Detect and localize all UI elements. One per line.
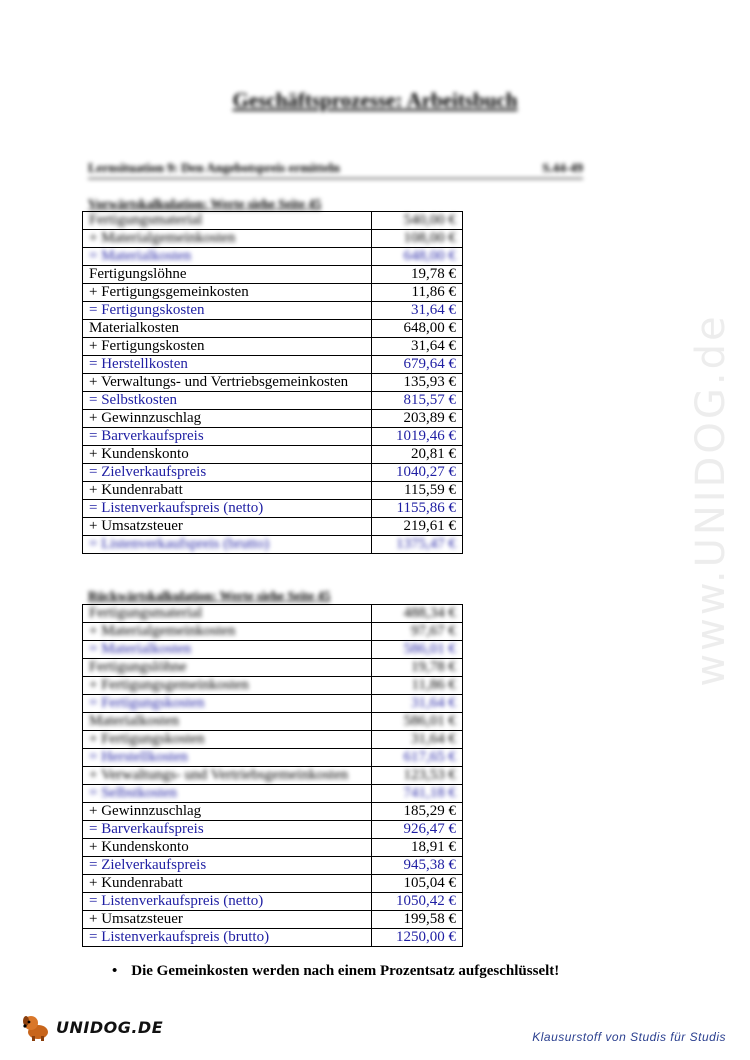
backward-row [83, 875, 463, 893]
backward-row-label: = Selbstkosten [83, 785, 372, 803]
forward-row [83, 266, 463, 284]
dog-icon [22, 1012, 52, 1042]
forward-row-value: 1375,47 € [372, 536, 463, 554]
forward-row-label: + Kundenrabatt [83, 482, 372, 500]
backward-row [83, 821, 463, 839]
backward-row-value: 926,47 € [372, 821, 463, 839]
forward-row-label: + Verwaltungs- und Vertriebsgemeinkosten [83, 374, 372, 392]
backward-row [83, 731, 463, 749]
forward-row [83, 428, 463, 446]
backward-row-value: 31,64 € [372, 695, 463, 713]
forward-row-value: 31,64 € [372, 302, 463, 320]
note-bullet [112, 963, 559, 980]
backward-row [83, 911, 463, 929]
backward-row-value: 586,01 € [372, 713, 463, 731]
forward-row-label: = Listenverkaufspreis (brutto) [83, 536, 372, 554]
forward-row-label: + Fertigungsgemeinkosten [83, 284, 372, 302]
backward-row-label: = Barverkaufspreis [83, 821, 372, 839]
forward-row-label: + Umsatzsteuer [83, 518, 372, 536]
forward-row-label: Materialkosten [83, 320, 372, 338]
forward-row-value: 648,00 € [372, 248, 463, 266]
forward-row-label: = Selbstkosten [83, 392, 372, 410]
backward-row-value: 31,64 € [372, 731, 463, 749]
backward-row-label: = Listenverkaufspreis (brutto) [83, 929, 372, 947]
backward-row [83, 929, 463, 947]
forward-row [83, 356, 463, 374]
forward-row-label: + Kundenskonto [83, 446, 372, 464]
backward-row [83, 803, 463, 821]
backward-heading: Rückwärtskalkulation: Werte siehe Seite 45 [88, 588, 331, 603]
backward-row-label: + Materialgemeinkosten [83, 623, 372, 641]
backward-row [83, 893, 463, 911]
forward-row-value: 219,61 € [372, 518, 463, 536]
forward-row-value: 115,59 € [372, 482, 463, 500]
backward-row [83, 749, 463, 767]
backward-row-label: = Zielverkaufspreis [83, 857, 372, 875]
backward-row [83, 695, 463, 713]
forward-row-value: 19,78 € [372, 266, 463, 284]
backward-row-value: 105,04 € [372, 875, 463, 893]
backward-row-label: + Fertigungsgemeinkosten [83, 677, 372, 695]
backward-row-value: 123,53 € [372, 767, 463, 785]
forward-row [83, 212, 463, 230]
forward-row-label: Fertigungsmaterial [83, 212, 372, 230]
backward-row-label: + Gewinnzuschlag [83, 803, 372, 821]
backward-row [83, 677, 463, 695]
backward-row [83, 605, 463, 623]
forward-row-label: = Materialkosten [83, 248, 372, 266]
forward-row [83, 320, 463, 338]
backward-row [83, 839, 463, 857]
backward-row-label: + Kundenskonto [83, 839, 372, 857]
forward-row [83, 338, 463, 356]
footer-slogan: Klausurstoff von Studis für Studis [532, 1030, 726, 1044]
forward-row [83, 536, 463, 554]
backward-row-label: Fertigungslöhne [83, 659, 372, 677]
forward-row-label: Fertigungslöhne [83, 266, 372, 284]
forward-row-label: = Fertigungskosten [83, 302, 372, 320]
backward-row-label: = Listenverkaufspreis (netto) [83, 893, 372, 911]
forward-row-label: + Fertigungskosten [83, 338, 372, 356]
backward-row-value: 18,91 € [372, 839, 463, 857]
lernsituation-heading [88, 160, 583, 179]
forward-row-label: + Gewinnzuschlag [83, 410, 372, 428]
backward-row-label: + Kundenrabatt [83, 875, 372, 893]
backward-row-label: = Materialkosten [83, 641, 372, 659]
backward-row-label: Materialkosten [83, 713, 372, 731]
forward-row [83, 446, 463, 464]
forward-row [83, 302, 463, 320]
backward-row-label: = Fertigungskosten [83, 695, 372, 713]
backward-row [83, 713, 463, 731]
forward-calculation-table [82, 211, 463, 554]
forward-row [83, 374, 463, 392]
backward-row-value: 945,38 € [372, 857, 463, 875]
backward-row-value: 586,01 € [372, 641, 463, 659]
forward-row-value: 1040,27 € [372, 464, 463, 482]
backward-row-value: 97,67 € [372, 623, 463, 641]
backward-row [83, 857, 463, 875]
backward-row-value: 11,86 € [372, 677, 463, 695]
lernsituation-label: Lernsituation 9: Den Angebotspreis ermitteln [88, 160, 340, 175]
forward-row-value: 1019,46 € [372, 428, 463, 446]
forward-row-label: = Barverkaufspreis [83, 428, 372, 446]
forward-row [83, 482, 463, 500]
backward-row-value: 741,18 € [372, 785, 463, 803]
forward-row-label: = Zielverkaufspreis [83, 464, 372, 482]
forward-row [83, 410, 463, 428]
note-text: Die Gemeinkosten werden nach einem Prozentsatz aufgeschlüsselt! [131, 963, 560, 979]
backward-row-label: Fertigungsmaterial [83, 605, 372, 623]
backward-row-value: 488,34 € [372, 605, 463, 623]
forward-row-value: 108,00 € [372, 230, 463, 248]
backward-row-value: 1050,42 € [372, 893, 463, 911]
backward-row-label: + Umsatzsteuer [83, 911, 372, 929]
backward-row-value: 199,58 € [372, 911, 463, 929]
forward-row-value: 815,57 € [372, 392, 463, 410]
forward-row [83, 284, 463, 302]
backward-row [83, 785, 463, 803]
forward-row-value: 135,93 € [372, 374, 463, 392]
page-title: Geschäftsprozesse: Arbeitsbuch [232, 88, 518, 112]
lernsituation-pages: S.44-49 [542, 160, 583, 175]
forward-row-value: 31,64 € [372, 338, 463, 356]
forward-row-value: 20,81 € [372, 446, 463, 464]
backward-row-label: + Verwaltungs- und Vertriebsgemeinkosten [83, 767, 372, 785]
unidog-logo [22, 1012, 163, 1042]
forward-row-label: = Herstellkosten [83, 356, 372, 374]
logo-text: UNIDOG.DE [56, 1017, 164, 1037]
forward-row [83, 392, 463, 410]
bullet-dot: • [112, 963, 118, 979]
forward-row-value: 648,00 € [372, 320, 463, 338]
backward-row-label: + Fertigungskosten [83, 731, 372, 749]
forward-row-value: 203,89 € [372, 410, 463, 428]
forward-row [83, 248, 463, 266]
backward-row [83, 659, 463, 677]
backward-row-value: 1250,00 € [372, 929, 463, 947]
forward-row [83, 518, 463, 536]
backward-row [83, 767, 463, 785]
forward-row-value: 11,86 € [372, 284, 463, 302]
backward-row-value: 617,65 € [372, 749, 463, 767]
backward-calculation-table [82, 604, 463, 947]
backward-row-value: 19,78 € [372, 659, 463, 677]
forward-row-value: 679,64 € [372, 356, 463, 374]
backward-row-label: = Herstellkosten [83, 749, 372, 767]
forward-row [83, 500, 463, 518]
backward-row-value: 185,29 € [372, 803, 463, 821]
watermark: www.UNIDOG.de [688, 313, 734, 687]
forward-row-label: + Materialgemeinkosten [83, 230, 372, 248]
backward-row [83, 641, 463, 659]
forward-row-value: 540,00 € [372, 212, 463, 230]
forward-row [83, 464, 463, 482]
backward-row [83, 623, 463, 641]
forward-row-label: = Listenverkaufspreis (netto) [83, 500, 372, 518]
forward-row-value: 1155,86 € [372, 500, 463, 518]
forward-heading: Vorwärtskalkulation: Werte siehe Seite 45 [88, 196, 322, 211]
forward-row [83, 230, 463, 248]
